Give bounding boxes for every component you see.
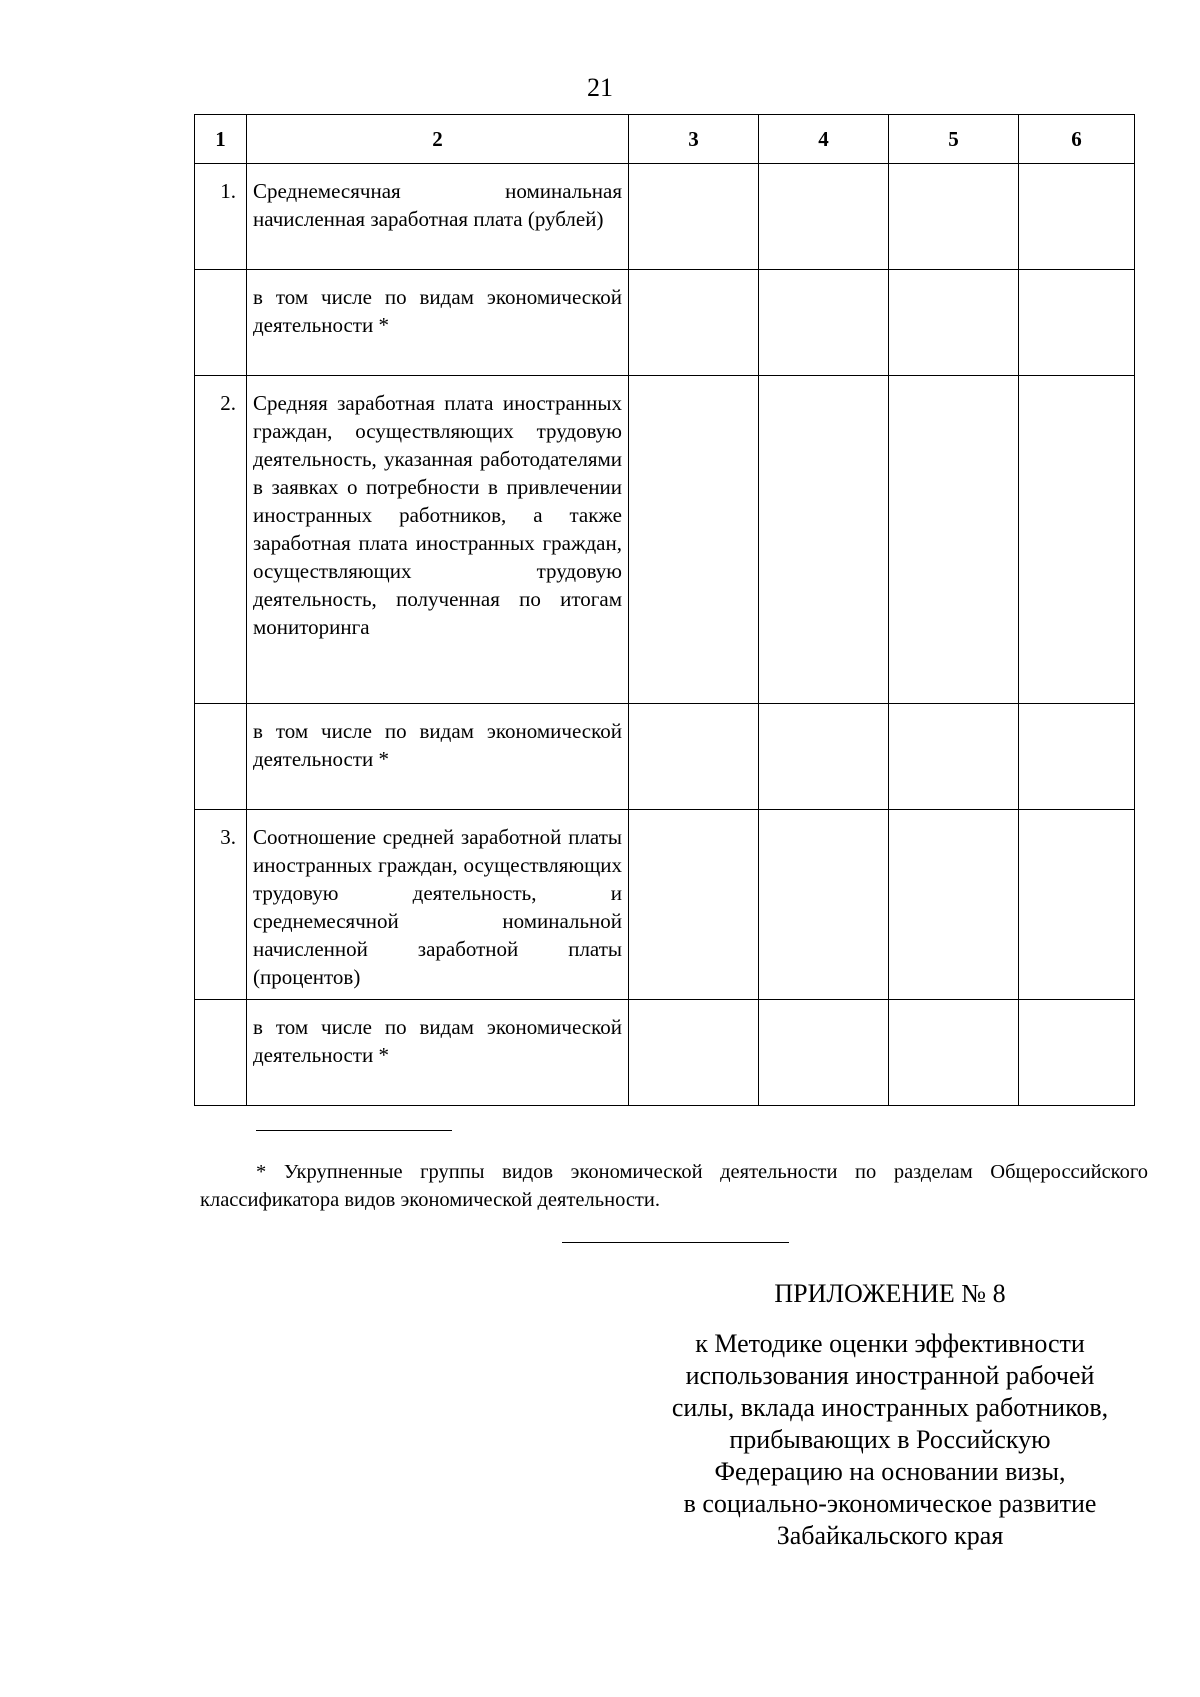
value-cell [889,704,1019,810]
footnote-divider [256,1130,452,1131]
column-header: 5 [889,115,1019,164]
table-header-row [195,115,1135,164]
section-divider [562,1242,789,1243]
appendix-subtitle-line: прибывающих в Российскую [729,1425,1051,1454]
value-cell [889,270,1019,376]
value-cell [629,704,759,810]
page-number: 21 [587,73,613,102]
indicator-name: в том числе по видам экономической деятельности * [247,704,629,810]
row-number: 1. [195,164,247,270]
row-number [195,1000,247,1106]
value-cell [1019,810,1135,1000]
appendix-title: ПРИЛОЖЕНИЕ № 8 [774,1279,1006,1308]
appendix-subtitle-line: к Методике оценки эффективности [695,1329,1085,1358]
value-cell [1019,704,1135,810]
appendix-subtitle-line: использования иностранной рабочей [685,1361,1095,1390]
table-row [195,164,1135,270]
indicator-name: Соотношение средней заработной платы иностранных граждан, осуществляющих трудовую деятельность, и среднемесячной номинальной начисленной заработной платы (процентов) [247,810,629,1000]
row-number: 3. [195,810,247,1000]
value-cell [1019,376,1135,704]
appendix-subtitle-line: Забайкальского края [776,1521,1004,1550]
value-cell [889,810,1019,1000]
value-cell [629,270,759,376]
value-cell [629,1000,759,1106]
row-number [195,704,247,810]
indicator-name: в том числе по видам экономической деятельности * [247,270,629,376]
table-row [195,810,1135,1000]
value-cell [1019,1000,1135,1106]
value-cell [759,376,889,704]
value-cell [629,376,759,704]
row-number [195,270,247,376]
appendix-subtitle [640,1328,1140,1552]
column-header: 3 [629,115,759,164]
appendix-subtitle-line: силы, вклада иностранных работников, [671,1393,1109,1422]
table-row [195,376,1135,704]
value-cell [629,810,759,1000]
value-cell [629,164,759,270]
appendix-subtitle-line: Федерацию на основании визы, [714,1457,1066,1486]
value-cell [759,810,889,1000]
indicator-name: в том числе по видам экономической деятельности * [247,1000,629,1106]
value-cell [759,704,889,810]
column-header: 2 [247,115,629,164]
value-cell [889,164,1019,270]
value-cell [759,1000,889,1106]
column-header: 6 [1019,115,1135,164]
value-cell [889,1000,1019,1106]
column-header: 4 [759,115,889,164]
table-row [195,1000,1135,1106]
value-cell [1019,270,1135,376]
value-cell [1019,164,1135,270]
indicator-name: Среднемесячная номинальная начисленная заработная плата (рублей) [247,164,629,270]
footnote-text: * Укрупненные группы видов экономической деятельности по разделам Общероссийского классификатора видов экономической деятельности. [200,1161,1148,1211]
row-number: 2. [195,376,247,704]
indicator-name: Средняя заработная плата иностранных граждан, осуществляющих трудовую деятельность, указанная работодателями в заявках о потребности в привлечении иностранных работников, а также заработная плата иностранных граждан, осуществляющих трудовую деятельность, полученная по итогам мониторинга [247,376,629,704]
value-cell [889,376,1019,704]
value-cell [759,164,889,270]
value-cell [759,270,889,376]
appendix-subtitle-line: в социально-экономическое развитие [683,1489,1097,1518]
table-row [195,270,1135,376]
table-row [195,704,1135,810]
column-header: 1 [195,115,247,164]
indicators-table [194,114,1135,1106]
